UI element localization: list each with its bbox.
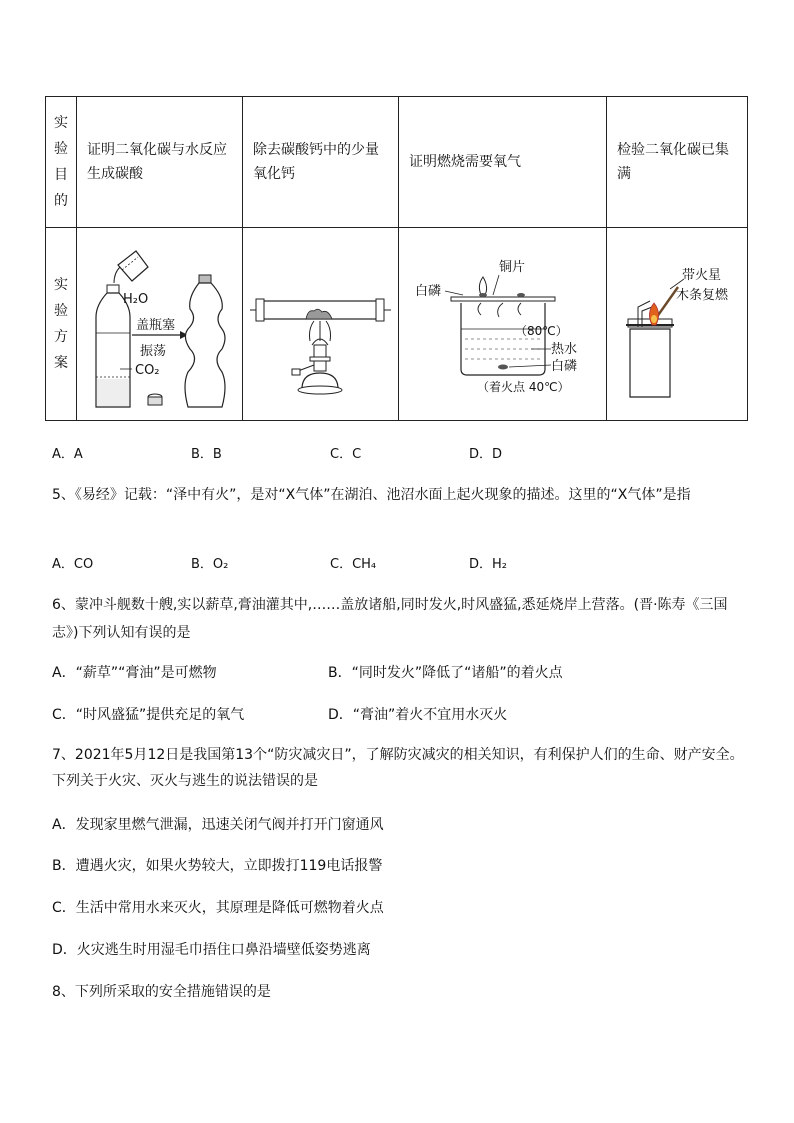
bottle-experiment-figure — [80, 237, 240, 412]
q6-option-a[interactable]: A．“薪草”“膏油”是可燃物 — [52, 665, 217, 681]
q5-option-d[interactable]: D．H₂ — [469, 557, 507, 572]
copper-sheet-label: 铜片 — [498, 260, 525, 275]
purpose-row — [46, 97, 748, 228]
deformed-bottle-icon — [185, 275, 225, 407]
scheme-row — [46, 228, 748, 421]
temperature-label: （80℃） — [514, 324, 568, 338]
beaker-icon — [461, 303, 545, 375]
copper-sheet-icon — [451, 277, 555, 301]
q6-option-b[interactable]: B．“同时发火”降低了“诸船”的着火点 — [328, 665, 563, 681]
pouring-beaker-icon — [114, 251, 148, 283]
q4-options — [52, 443, 608, 462]
q7-option-b[interactable]: B．遭遇火灾，如果火势较大，立即拨打119电话报警 — [52, 858, 383, 874]
q5-option-a[interactable]: A．CO — [52, 557, 94, 572]
splint-rekindles-label: 木条复燃 — [675, 288, 728, 303]
purpose-header: 实验目的 — [46, 97, 77, 228]
q4-option-c[interactable]: C．C — [330, 447, 362, 462]
q7-option-d[interactable]: D．火灾逃生时用湿毛巾捂住口鼻沿墙壁低姿势逃离 — [52, 942, 371, 958]
h2o-label: H₂O — [122, 291, 148, 307]
purpose-d: 检验二氧化碳已集满 — [607, 97, 748, 228]
burner-icon — [292, 345, 342, 394]
q5-option-c[interactable]: C．CH₄ — [330, 557, 377, 572]
q4-option-b[interactable]: B．B — [191, 447, 222, 462]
q7-option-a[interactable]: A．发现家里燃气泄漏，迅速关闭气阀并打开门窗通风 — [52, 817, 384, 833]
q5-option-b[interactable]: B．O₂ — [191, 557, 229, 572]
experiment-table — [45, 96, 748, 421]
q7-option-c[interactable]: C．生活中常用水来灭火，其原理是降低可燃物着火点 — [52, 900, 384, 916]
q8-stem: 8、下列所采取的安全措施错误的是 — [52, 984, 271, 1000]
bottle-cap-icon — [148, 394, 162, 405]
scheme-a — [77, 228, 243, 421]
purpose-c: 证明燃烧需要氧气 — [399, 97, 607, 228]
scheme-c — [399, 228, 607, 421]
q6-option-d[interactable]: D．“膏油”着火不宜用水灭火 — [328, 707, 508, 723]
purpose-a: 证明二氧化碳与水反应生成碳酸 — [77, 97, 243, 228]
q6-option-c[interactable]: C．“时风盛猛”提供充足的氧气 — [52, 707, 245, 723]
alcohol-lamp-flame-icon — [310, 321, 331, 345]
glowing-splint-label: 带火星 — [681, 268, 721, 283]
q6-options-row1 — [52, 662, 604, 682]
co2-test-figure — [610, 249, 745, 399]
q4-option-a[interactable]: A．A — [52, 447, 83, 462]
purpose-b: 除去碳酸钙中的少量氧化钙 — [243, 97, 399, 228]
scheme-header: 实验方案 — [46, 228, 77, 421]
q7-stem: 7、2021年5月12日是我国第13个“防灾减灾日”，了解防灾减灾的相关知识，有利保护人们的生命、财产安全。下列关于火灾、灭火与逃生的说法错误的是 — [52, 747, 744, 789]
ignition-point-label: （着火点 40℃） — [476, 380, 570, 394]
q4-option-d[interactable]: D．D — [469, 447, 503, 462]
q6-options-row2 — [52, 704, 604, 724]
co2-label: CO₂ — [134, 362, 160, 378]
shake-label: 振荡 — [139, 343, 166, 359]
white-phosphorus-bottom-label: 白磷 — [550, 359, 577, 374]
combustion-figure — [403, 249, 603, 399]
white-phosphorus-top-label: 白磷 — [414, 284, 441, 299]
q5-stem: 5、《易经》记载：“泽中有火”，是对“X气体”在湖泊、池沼水面上起火现象的描述。这里的“X气体”是指 — [52, 487, 691, 503]
scheme-d — [607, 228, 748, 421]
cover-label: 盖瓶塞 — [135, 317, 175, 333]
scheme-b — [243, 228, 399, 421]
q5-options — [52, 553, 608, 572]
glass-tube-icon — [250, 299, 391, 321]
tube-heating-figure — [248, 249, 393, 399]
hot-water-label: 热水 — [550, 342, 577, 357]
q6-stem: 6、蒙冲斗舰数十艘,实以薪草,膏油灌其中,……盖放诸船,同时发火,时风盛猛,悉延烧岸上营落。(晋·陈寿《三国志》)下列认知有误的是 — [52, 597, 728, 641]
